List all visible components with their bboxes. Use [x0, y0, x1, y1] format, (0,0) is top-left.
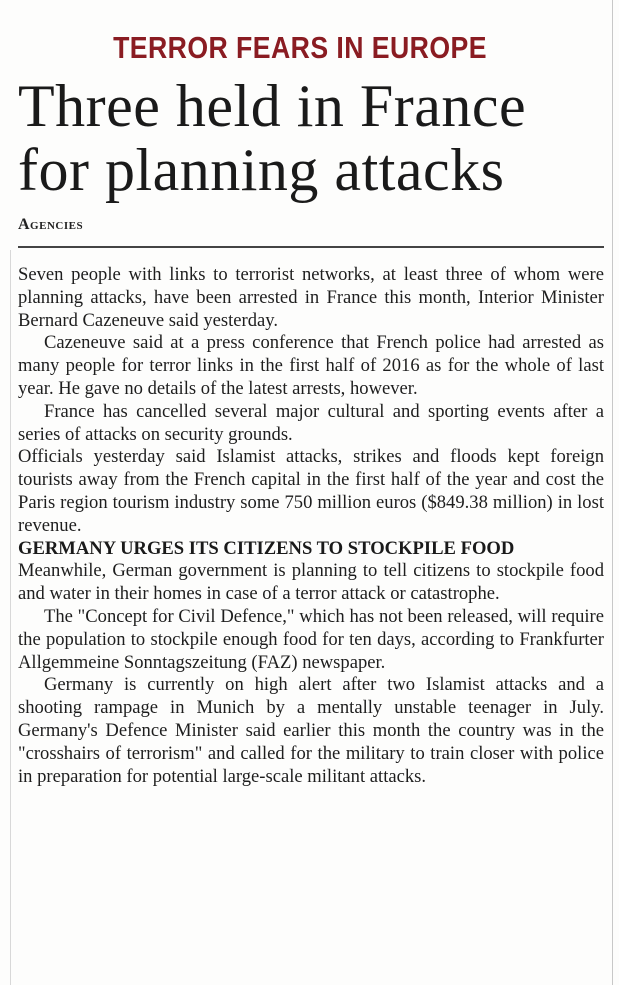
- column-border-left: [10, 250, 11, 985]
- section-kicker: TERROR FEARS IN EUROPE: [113, 30, 487, 65]
- paragraph: The "Concept for Civil Defence," which has not been released, will require the population to stockpile enough food for ten days, according to Frankfurter Allgemmeine Sonntagszeitung (FAZ) newspaper.: [18, 605, 604, 673]
- paragraph: Cazeneuve said at a press conference that French police had arrested as many people for terror links in the first half of 2016 as for the whole of last year. He gave no details of the latest arrests, however.: [18, 332, 604, 399]
- paragraph: France has cancelled several major cultural and sporting events after a series of attacks on security grounds.: [18, 400, 604, 445]
- headline: Three held in France for planning attacks: [18, 73, 527, 203]
- article-body: [18, 264, 604, 788]
- headline-divider: [18, 246, 604, 248]
- byline: Agencies: [18, 216, 84, 233]
- paragraph: Officials yesterday said Islamist attacks, strikes and floods kept foreign tourists away from the French capital in the first half of the year and cost the Paris region tourism industry some 750 million euros ($849.38 million) in lost revenue.: [18, 446, 604, 536]
- subheading: GERMANY URGES ITS CITIZENS TO STOCKPILE FOOD: [18, 537, 515, 559]
- paragraph: Seven people with links to terrorist networks, at least three of whom were planning attacks, have been arrested in France this month, Interior Minister Bernard Cazeneuve said yesterday.: [18, 264, 604, 331]
- paragraph: Meanwhile, German government is planning to tell citizens to stockpile food and water in their homes in case of a terror attack or catastrophe.: [18, 560, 604, 605]
- column-border-right: [612, 0, 613, 985]
- paragraph: Germany is currently on high alert after two Islamist attacks and a shooting rampage in Munich by a mentally unstable teenager in July. Germany's Defence Minister said earlier this month the country was in the "crosshairs of terrorism" and called for the military to train closer with police in preparation for potential large-scale militant attacks.: [18, 674, 604, 787]
